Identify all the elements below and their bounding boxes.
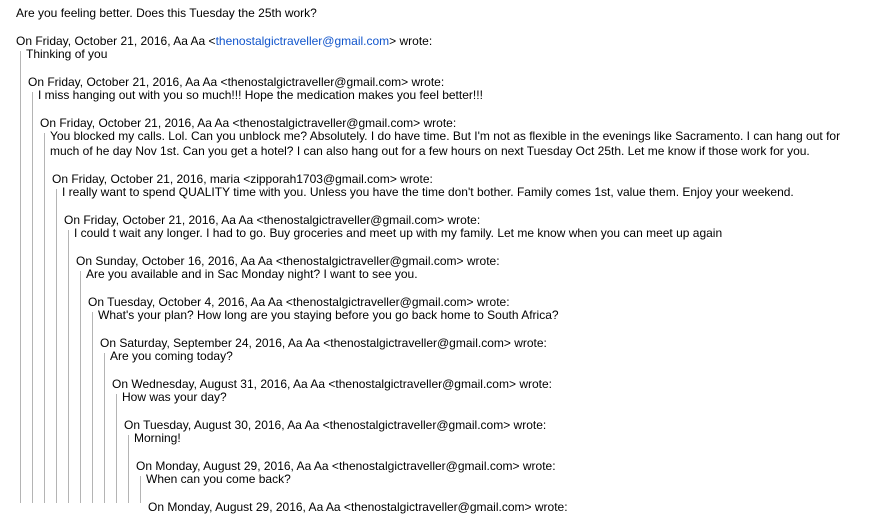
quoted-message-body: Thinking of you xyxy=(26,47,108,61)
attribution-date: On Tuesday, October 4, 2016, Aa Aa < xyxy=(88,295,293,309)
attribution-suffix: > wrote: xyxy=(466,295,510,309)
quote-attribution xyxy=(148,500,568,515)
attribution-date: On Friday, October 21, 2016, Aa Aa < xyxy=(40,116,240,130)
attribution-date: On Friday, October 21, 2016, Aa Aa < xyxy=(28,75,228,89)
sender-email-link: thenostalgictraveller@gmail.com xyxy=(282,254,457,268)
sender-email-link[interactable]: thenostalgictraveller@gmail.com xyxy=(215,34,390,48)
quoted-message-body: Are you available and in Sac Monday night? I want to see you. xyxy=(86,267,418,281)
attribution-suffix: > wrote: xyxy=(437,213,481,227)
quoted-message-body: Morning! xyxy=(134,431,181,445)
quoted-message-body: I really want to spend QUALITY time with you. Unless you have the time don't bother. Family comes 1st, value them. Enjoy your weekend. xyxy=(62,185,794,199)
sender-email-link: thenostalgictraveller@gmail.com xyxy=(263,213,438,227)
sender-email-link: thenostalgictraveller@gmail.com xyxy=(330,336,504,350)
attribution-date: On Saturday, September 24, 2016, Aa Aa < xyxy=(100,336,331,350)
attribution-date: On Monday, August 29, 2016, Aa Aa < xyxy=(148,500,351,514)
attribution-date: On Sunday, October 16, 2016, Aa Aa < xyxy=(76,254,283,268)
sender-email-link: thenostalgictraveller@gmail.com xyxy=(338,459,513,473)
attribution-date: On Tuesday, August 30, 2016, Aa Aa < xyxy=(124,418,330,432)
quote-indent-bar xyxy=(20,51,21,503)
quoted-message-body: Are you coming today? xyxy=(110,349,233,363)
quote-indent-bar xyxy=(116,394,117,503)
quoted-message-body: I miss hanging out with you so much!!! Hope the medication makes you feel better!!! xyxy=(38,88,483,102)
attribution-suffix: > wrote: xyxy=(503,418,547,432)
quoted-message-body: How was your day? xyxy=(122,390,227,404)
quote-attribution xyxy=(124,418,546,433)
quoted-message-body: I could t wait any longer. I had to go. Buy groceries and meet up with my family. Let me know when you can meet up again xyxy=(74,226,723,240)
attribution-date: On Friday, October 21, 2016, Aa Aa < xyxy=(16,34,216,48)
quote-indent-bar xyxy=(128,435,129,503)
attribution-suffix: > wrote: xyxy=(456,254,500,268)
reply-message: Are you feeling better. Does this Tuesday the 25th work? xyxy=(16,6,317,20)
attribution-date: On Friday, October 21, 2016, maria < xyxy=(52,172,251,186)
quote-indent-bar xyxy=(92,312,93,503)
quote-indent-bar xyxy=(68,230,69,503)
attribution-suffix: > wrote: xyxy=(503,336,547,350)
quote-indent-bar xyxy=(32,92,33,503)
quote-indent-bar xyxy=(80,271,81,503)
attribution-suffix: > wrote: xyxy=(413,116,457,130)
quote-indent-bar xyxy=(140,476,141,503)
quote-indent-bar xyxy=(104,353,105,503)
quoted-message-body: When can you come back? xyxy=(146,472,291,486)
sender-email-link: thenostalgictraveller@gmail.com xyxy=(350,500,525,514)
attribution-suffix: > wrote: xyxy=(389,172,433,186)
quote-indent-bar xyxy=(56,189,57,503)
attribution-suffix: > wrote: xyxy=(508,377,553,391)
quoted-message-body: You blocked my calls. Lol. Can you unblock me? Absolutely. I do have time. But I'm not as flexible in the evenings like Sacramento. I can hang out for much of he day Nov 1st. Can you get a hotel? I can also hang out for a few hours on next Tuesday Oct 25th. Let me know if those work for you. xyxy=(50,129,841,158)
attribution-date: On Wednesday, August 31, 2016, Aa Aa < xyxy=(112,377,336,391)
sender-email-link: zipporah1703@gmail.com xyxy=(250,172,390,186)
attribution-suffix: > wrote: xyxy=(524,500,568,514)
attribution-suffix: > wrote: xyxy=(512,459,556,473)
sender-email-link: thenostalgictraveller@gmail.com xyxy=(329,418,504,432)
attribution-suffix: > wrote: xyxy=(389,34,433,48)
sender-email-link: thenostalgictraveller@gmail.com xyxy=(292,295,467,309)
attribution-date: On Monday, August 29, 2016, Aa Aa < xyxy=(136,459,339,473)
quote-indent-bar xyxy=(44,133,45,503)
attribution-date: On Friday, October 21, 2016, Aa Aa < xyxy=(64,213,264,227)
sender-email-link: thenostalgictraveller@gmail.com xyxy=(227,75,402,89)
sender-email-link: thenostalgictraveller@gmail.com xyxy=(335,377,509,391)
sender-email-link: thenostalgictraveller@gmail.com xyxy=(239,116,414,130)
attribution-suffix: > wrote: xyxy=(401,75,445,89)
quoted-message-body: What's your plan? How long are you staying before you go back home to South Africa? xyxy=(98,308,559,322)
